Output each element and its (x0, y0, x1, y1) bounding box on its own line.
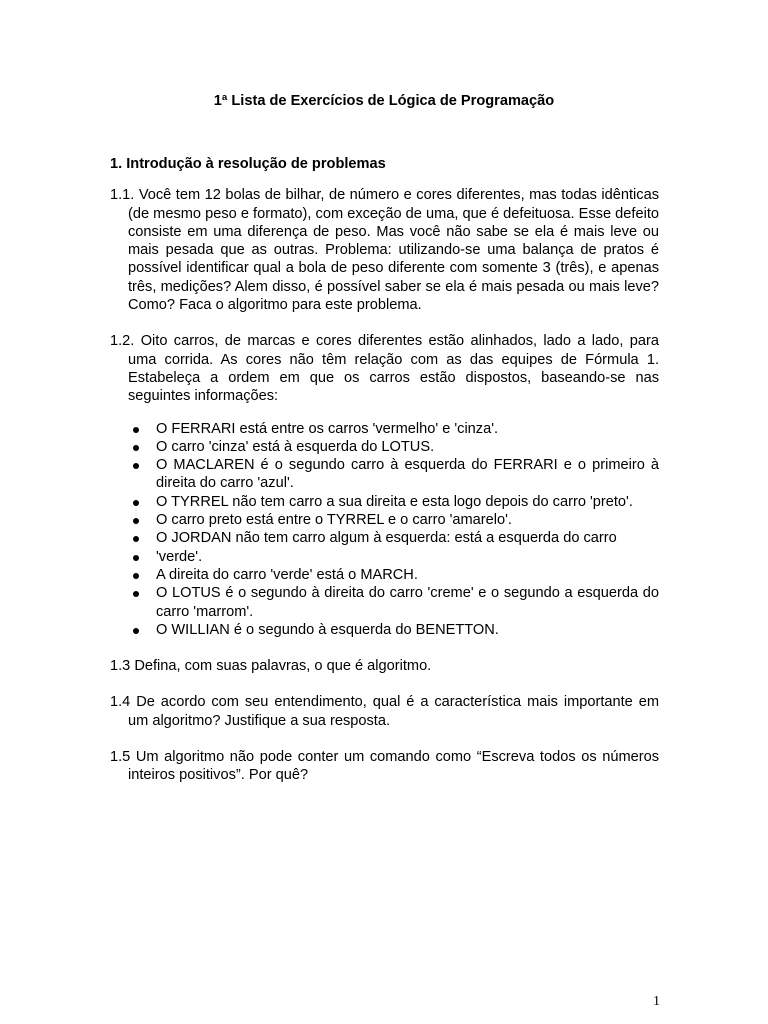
list-item: A direita do carro 'verde' está o MARCH. (110, 566, 659, 584)
list-item: O JORDAN não tem carro algum à esquerda: está a esquerda do carro (110, 529, 659, 547)
list-item: O LOTUS é o segundo à direita do carro 'creme' e o segundo a esquerda do carro 'marrom'. (110, 584, 659, 621)
exercise-1-5: 1.5 Um algoritmo não pode conter um comando como “Escreva todos os números inteiros positivos”. Por quê? (110, 749, 659, 784)
document-title: 1ª Lista de Exercícios de Lógica de Programação (213, 93, 555, 109)
exercise-1-4: 1.4 De acordo com seu entendimento, qual é a característica mais importante em um algoritmo? Justifique a sua resposta. (110, 694, 659, 729)
exercise-1-2: 1.2. Oito carros, de marcas e cores diferentes estão alinhados, lado a lado, para uma corrida. As cores não têm relação com as das equipes de Fórmula 1. Estabeleça a ordem em que os carros estão dispostos, baseando-se nas seguintes informações: (110, 333, 659, 405)
bullet-icon (133, 427, 139, 433)
bullet-icon (133, 536, 139, 542)
bullet-icon (133, 591, 139, 597)
bullet-icon (133, 500, 139, 506)
document-body (110, 155, 659, 803)
bullet-icon (133, 573, 139, 579)
list-item: O TYRREL não tem carro a sua direita e esta logo depois do carro 'preto'. (110, 493, 659, 511)
list-item: O MACLAREN é o segundo carro à esquerda do FERRARI e o primeiro à direita do carro 'azul'. (110, 456, 659, 493)
exercise-1-3: 1.3 Defina, com suas palavras, o que é algoritmo. (110, 658, 432, 675)
list-item: O carro 'cinza' está à esquerda do LOTUS. (110, 438, 659, 456)
page-number: 1 (653, 994, 660, 1009)
bullet-icon (133, 463, 139, 469)
bullet-icon (133, 555, 139, 561)
bullet-icon (133, 518, 139, 524)
list-item: 'verde'. (110, 548, 659, 566)
bullet-icon (133, 628, 139, 634)
clue-list (110, 420, 659, 640)
list-item: O FERRARI está entre os carros 'vermelho' e 'cinza'. (110, 420, 659, 438)
bullet-icon (133, 445, 139, 451)
section-heading: 1. Introdução à resolução de problemas (110, 156, 386, 172)
list-item: O carro preto está entre o TYRREL e o carro 'amarelo'. (110, 511, 659, 529)
exercise-1-1: 1.1. Você tem 12 bolas de bilhar, de número e cores diferentes, mas todas idênticas (de mesmo peso e formato), com exceção de uma, que é defeituosa. Esse defeito consiste em uma diferença de peso. Mas você não sabe se ela é mais leve ou mais pesada que as outras. Problema: utilizando-se uma balança de pratos é possível identificar qual a bola de peso diferente com somente 3 (três), e apenas três, medições? Alem disso, é possível saber se ela é mais pesada ou mais leve? Como? Faca o algoritmo para este problema. (110, 187, 659, 314)
list-item: O WILLIAN é o segundo à esquerda do BENETTON. (110, 621, 659, 639)
